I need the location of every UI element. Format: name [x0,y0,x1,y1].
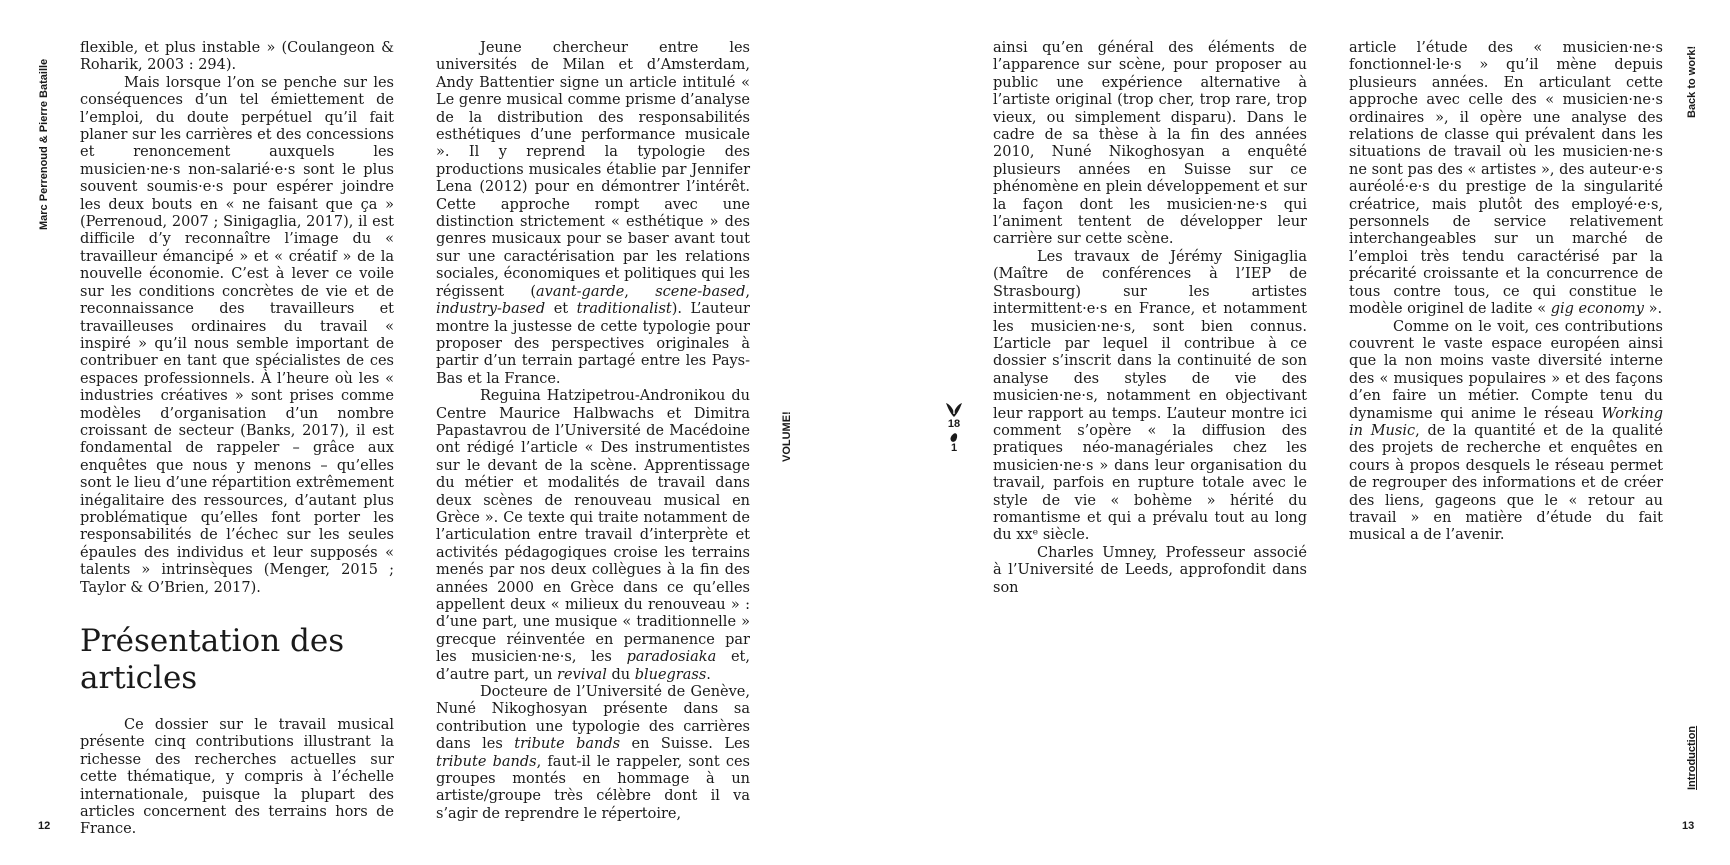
column-1 [80,40,394,839]
column-4 [1349,40,1663,545]
paragraph: Ce dossier sur le travail musical présente cinq contributions illustrant la richesse des recherches actuelles sur cette thématique, y compris à l’échelle internationale, puisque la plupart des articles concernent des terrains hors de France. [80,717,394,838]
column-2 [436,40,750,823]
page-number-left: 12 [38,820,51,832]
paragraph: Comme on le voit, ces contributions couvrent le vaste espace européen ainsi que la non moins vaste diversité interne des « musiques populaires » et des façons d’en faire un métier. Compte tenu du dynamisme qui anime le réseau Working in Music, de la quantité et de la qualité des projets de recherche et enquêtes en cours à propos desquels le réseau permet de regrouper des informations et de créer des liens, gageons que le « retour au travail » en matière d’étude du fait musical a de l’avenir. [1349,318,1663,544]
paragraph: Charles Umney, Professeur associé à l’Université de Leeds, approfondit dans son [993,544,1307,596]
paragraph: ainsi qu’en général des éléments de l’apparence sur scène, pour proposer au public une expérience alternative à l’artiste original (trop cher, trop rare, trop vieux, ou simplement disparu). Dans le cadre de sa thèse à la fin des années 2010, Nuné Nikoghosyan a enquêté plusieurs années en Suisse sur ce phénomène en plein développement et sur la façon dont les musicien·ne·s qui l’animent tentent de développer leur carrière sur cette scène. [993,40,1307,248]
issue-number: 1 [950,442,958,454]
paragraph: Mais lorsque l’on se penche sur les conséquences d’un tel émiettement de l’emploi, du doute perpétuel qu’il fait planer sur les carrières et des concessions et renoncement auxquels les musicien·ne·s non-salarié·e·s sont le plus souvent soumis·e·s pour espérer joindre les deux bouts en « ne faisant que ça » (Perrenoud, 2007 ; Sinigaglia, 2017), il est difficile d’y reconnaître l’image du « travailleur émancipé » et « créatif » de la nouvelle économie. C’est à lever ce voile sur les conditions concrètes de vie et de reconnaissance des travailleurs et travailleuses ordinaires du travail « inspiré » qu’il nous semble important de contribuer en tant que spécialistes de ces espaces professionnels. À l’heure où les « industries créatives » sont prises comme modèles d’organisation d’un nombre croissant de secteur (Banks, 2017), il est fondamental de rappeler – grâce aux enquêtes que nous y menons – qu’elles sont le lieu d’une répartition extrêmement inégalitaire des ressources, d’autant plus problématique qu’elles font porter les responsabilités de l’échec sur les seules épaules des individus et leur supposés « talents » intrinsèques (Menger, 2015 ; Taylor & O’Brien, 2017). [80,74,394,596]
paragraph: Jeune chercheur entre les universités de Milan et d’Amsterdam, Andy Battentier signe un article intitulé « Le genre musical comme prisme d’analyse de la distribution des responsabilités esthétiques d’une performance musicale ». Il y reprend la typologie des productions musicales établie par Jennifer Lena (2012) pour en démontrer l’intérêt. Cette approche rompt avec une distinction strictement « esthétique » des genres musicaux pour se baser avant tout sur une caractérisation par les relations sociales, économiques et politiques qui les régissent (avant-garde, scene-based, industry-based et traditionalist). L’auteur montre la justesse de cette typologie pour proposer des perspectives originales à partir d’un terrain partagé entre les Pays-Bas et la France. [436,40,751,387]
column-3 [993,40,1307,597]
section-label: Introduction [1686,725,1698,790]
spine-label: VOLUME! [781,411,793,462]
volume-number: 18 [947,418,961,430]
paragraph: Les travaux de Jérémy Sinigaglia (Maître de conférences à l’IEP de Strasbourg) sur les artistes intermittent·e·s en France, et notamment les musicien·ne·s, sont bien connus. L’article par lequel il contribue à ce dossier s’inscrit dans la continuité de son analyse des styles de vie des musicien·ne·s, notamment en objectivant leur rapport au temps. L’auteur montre ici comment s’opère « la diffusion des pratiques néo-managériales chez les musicien·ne·s » dans leur organisation du travail, parfois en rupture totale avec le style de vie « bohème » hérité du romantisme et qui a prévalu tout au long du xxᵉ siècle. [993,248,1307,544]
section-heading: Présentation des articles [80,623,345,696]
running-head-authors: Marc Perrenoud & Pierre Bataille [38,58,50,230]
paragraph: article l’étude des « musicien·ne·s fonctionnel·le·s » qu’il mène depuis plusieurs années. En articulant cette approche avec celle des « musicien·ne·s ordinaires », il opère une analyse des relations de classe qui prévalent dans les situations de travail où les musicien·ne·s ne sont pas des « artistes », des auteur·e·s auréolé·e·s du prestige de la singularité créatrice, mais plutôt des employé·e·s, personnels de service relativement interchangeables sur un marché de l’emploi très tendu caractérisé par la précarité croissante et la concurrence de tous contre tous, ce qui constitue le modèle originel de ladite « gig economy ». [1349,40,1663,318]
logo-icon [945,402,963,418]
page-number-right: 13 [1682,820,1695,832]
volume-issue-mark [942,402,966,455]
paragraph: Reguina Hatzipetrou-Andronikou du Centre Maurice Halbwachs et Dimitra Papastavrou de l’Université de Macédoine ont rédigé l’article « Des instrumentistes sur le devant de la scène. Apprentissage du métier et modalités de travail dans deux scènes de renouveau musical en Grèce ». Ce texte qui traite notamment de l’articulation entre travail d’interprète et activités pédagogiques croise les terrains menés par nos deux collègues à la fin des années 2000 en Grèce dans ce qu’elles appellent deux « milieux du renouveau » : d’une part, une musique « traditionnelle » grecque réinventée en permanence par les musicien·ne·s, les paradosiaka et, d’autre part, un revival du bluegrass. [436,388,750,683]
running-head-title: Back to work! [1686,45,1698,118]
paragraph: Docteure de l’Université de Genève, Nuné Nikoghosyan présente dans sa contribution une typologie des carrières dans les tribute bands en Suisse. Les tribute bands, faut-il le rappeler, sont ces groupes montés en hommage à un artiste/groupe très célèbre dont il va s’agir de reprendre le répertoire, [436,684,750,822]
paragraph: flexible, et plus instable » (Coulangeon & Roharik, 2003 : 294). [80,40,394,74]
